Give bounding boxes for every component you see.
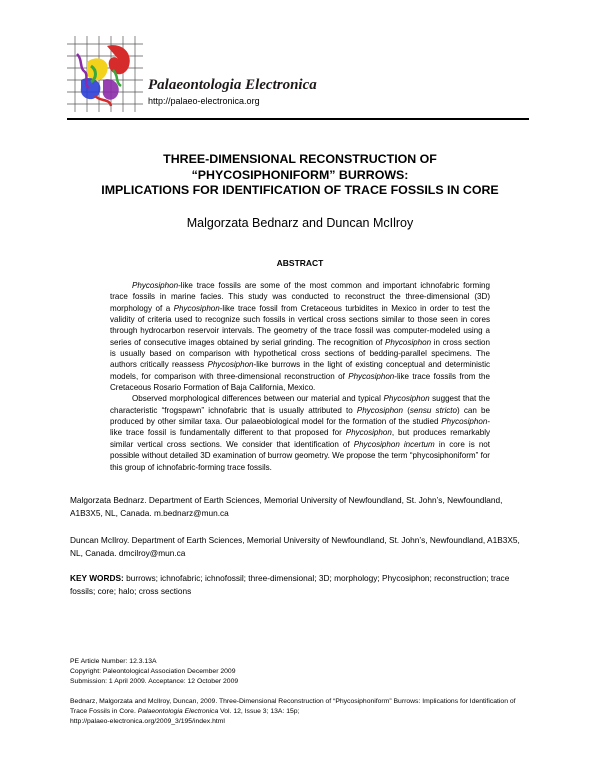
affiliation-author-1: Malgorzata Bednarz. Department of Earth Sciences, Memorial University of Newfoundland, St. John’s, Newfoundland, A1B3X5, NL, Canada. m.bednarz@mun.ca <box>70 495 503 518</box>
citation-journal: Palaeontologia Electronica <box>137 708 219 715</box>
text-run: , but produces remarkably similar vertical cross sections. We consider that identification of <box>110 428 491 449</box>
citation <box>70 697 534 727</box>
abstract-body <box>110 280 490 473</box>
text-run: -like trace fossil is fundamentally different to that proposed for <box>110 417 490 438</box>
text-run: Observed morphological differences between our material and typical <box>132 394 384 404</box>
journal-url[interactable]: http://palaeo-electronica.org <box>148 96 260 106</box>
taxon-name: sensu stricto <box>409 405 458 415</box>
copyright: Copyright: Paleontological Association December 2009 <box>70 668 236 675</box>
affiliation-author-2: Duncan McIlroy. Department of Earth Sciences, Memorial University of Newfoundland, St. John’s, Newfoundland, A1B3X5, NL, Canada. dmcilroy@mun.ca <box>70 535 520 558</box>
title-line-1: THREE-DIMENSIONAL RECONSTRUCTION OF <box>163 152 437 166</box>
keywords <box>70 572 532 598</box>
taxon-name: Phycosiphon <box>345 428 392 438</box>
citation-url[interactable]: http://palaeo-electronica.org/2009_3/195/index.html <box>70 718 225 725</box>
journal-title: Palaeontologia Electronica <box>148 77 317 93</box>
text-run: -like trace fossils are some of the most common and important ichnofabric forming trace fossils in marine facies. This study was conducted to reconstruct the three-dimensional (3D) morphology of a <box>110 281 490 313</box>
abstract-paragraph-1 <box>110 280 490 393</box>
article-authors: Malgorzata Bednarz and Duncan McIlroy <box>186 216 414 230</box>
submission-dates: Submission: 1 April 2009. Acceptance: 12 October 2009 <box>70 678 239 685</box>
text-run: suggest that the characteristic “frogspawn” ichnofabric that is usually attributed to <box>110 394 490 415</box>
article-title <box>60 152 540 199</box>
taxon-name: Phycosiphon <box>132 281 179 290</box>
abstract-paragraph-2 <box>110 393 490 472</box>
taxon-name: Phycosiphon incertum <box>353 439 435 449</box>
citation-volume: Vol. 12, Issue 3; 13A: 15p; <box>218 708 300 715</box>
title-line-3: IMPLICATIONS FOR IDENTIFICATION OF TRACE FOSSILS IN CORE <box>101 183 499 197</box>
taxon-name: Phycosiphon <box>356 405 403 415</box>
citation-text: Bednarz, Malgorzata and McIlroy, Duncan, 2009. Three-Dimensional Reconstruction of “Phycosiphoniform” Burrows: Implications for Identification of Trace Fossils in Core. <box>70 698 516 715</box>
journal-logo <box>67 36 143 112</box>
taxon-name: Phycosiphon <box>207 360 254 370</box>
text-run: ) can be produced by other similar taxa. Our palaeobiological model for the formation of the studied <box>110 405 491 427</box>
keywords-label: KEY WORDS: <box>70 573 124 583</box>
text-run: -like trace fossils from the Cretaceous Rosario Formation of Baja California, Mexico. <box>110 371 490 393</box>
header-divider <box>67 118 529 120</box>
article-meta <box>70 657 238 687</box>
taxon-name: Phycosiphon <box>383 394 430 404</box>
taxon-name: Phycosiphon <box>348 371 395 381</box>
text-run: in cross section is usually based on comparison with hypothetical cross sections of bedding-parallel specimens. The authors critically reassess <box>110 337 490 370</box>
text-run: -like trace fossil from Cretaceous turbidites in Mexico in order to test the validity of criteria used to recognize such fossils in vertical cross sections similar to those seen in cores through hydrocarbon reservoir intervals. The geometry of the trace fossil was computer-modeled using a series of consecutive images obtained by serial grinding. The recognition of <box>110 303 490 347</box>
keywords-text: burrows; ichnofabric; ichnofossil; three-dimensional; 3D; morphology; Phycosiphon; reconstruction; trace fossils; core; halo; cross sections <box>70 573 510 596</box>
text-run: ( <box>403 405 410 415</box>
text-run: -like burrows in the light of existing conceptual and deterministic models, for comparison with three-dimensional reconstruction of <box>110 360 491 381</box>
title-line-2: “PHYCOSIPHONIFORM” BURROWS: <box>191 167 409 182</box>
text-run: in core is not possible without detailed 3D examination of burrow geometry. We propose the term “phycosiphoniform” for this group of ichnofabric-forming trace fossils. <box>110 439 491 472</box>
taxon-name: Phycosiphon <box>384 337 432 347</box>
article-number: PE Article Number: 12.3.13A <box>70 658 157 665</box>
abstract-heading: ABSTRACT <box>276 258 324 268</box>
taxon-name: Phycosiphon <box>441 417 488 427</box>
taxon-name: Phycosiphon <box>173 303 220 313</box>
